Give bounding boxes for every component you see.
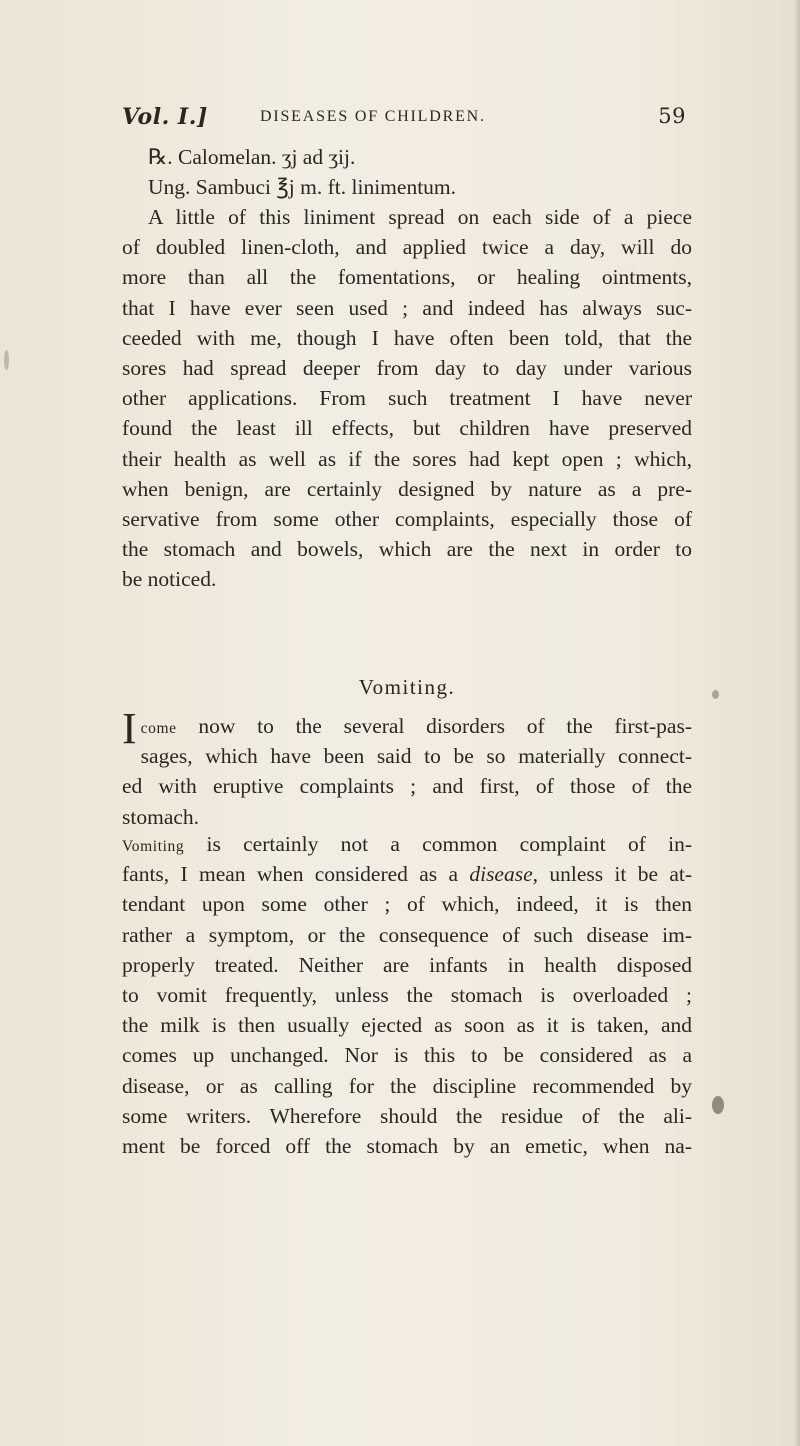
- text-line: the milk is then usually ejected as soon as it is taken, and: [122, 1013, 692, 1038]
- ink-blot: [4, 350, 9, 370]
- text-line: more than all the fomentations, or healing ointments,: [122, 265, 692, 290]
- text-run: fants, I mean when considered as a: [122, 862, 459, 887]
- volume-label: Vol. I.]: [122, 104, 208, 130]
- text-line: sages, which have been said to be so materially connect-: [140, 744, 692, 769]
- text-line: the stomach and bowels, which are the next in order to: [122, 537, 692, 562]
- running-header: [122, 104, 688, 138]
- text-line: [122, 830, 692, 860]
- ink-blot: [712, 1096, 724, 1114]
- paragraph-vomiting: [122, 830, 692, 1162]
- text-line: other applications. From such treatment I have never: [122, 386, 692, 411]
- smallcaps-word: Vomiting: [122, 838, 185, 855]
- text-line: ed with eruptive complaints ; and first, of those of the: [122, 774, 692, 799]
- page-number: 59: [658, 104, 686, 128]
- drop-cap: I: [122, 704, 137, 753]
- text-run: is certainly not a common complaint of in-: [206, 832, 693, 856]
- smallcaps-word: come: [140, 720, 177, 737]
- text-line: that I have ever seen used ; and indeed has always suc-: [122, 295, 692, 320]
- text-run: unless it be at-: [549, 862, 692, 887]
- text-line: sores had spread deeper from day to day under various: [122, 355, 692, 380]
- text-line: comes up unchanged. Nor is this to be considered as a: [122, 1043, 692, 1068]
- text-run: now to the several disorders of the first-pas-: [198, 714, 692, 738]
- text-line: to vomit frequently, unless the stomach is overloaded ;: [122, 982, 692, 1007]
- text-line: stomach.: [122, 804, 200, 829]
- paragraph-liniment: [122, 203, 692, 595]
- text-line: A little of this liniment spread on each side of a piece: [148, 205, 692, 229]
- text-line: some writers. Wherefore should the residue of the ali-: [122, 1103, 692, 1128]
- text-line: be noticed.: [122, 567, 217, 592]
- text-line: disease, or as calling for the discipline recommended by: [122, 1073, 692, 1098]
- text-line: found the least ill effects, but children have preserved: [122, 416, 692, 441]
- text-line: ceeded with me, though I have often been told, that the: [122, 325, 692, 350]
- text-line: tendant upon some other ; of which, indeed, it is then: [122, 892, 692, 917]
- paragraph-intro: [122, 704, 692, 833]
- text-line: ment be forced off the stomach by an emetic, when na-: [122, 1133, 692, 1158]
- text-line: [122, 704, 692, 753]
- prescription-line-1: ℞. Calomelan. ʒj ad ʒij.: [148, 145, 356, 169]
- text-line: when benign, are certainly designed by nature as a pre-: [122, 476, 692, 501]
- text-line: their health as well as if the sores had kept open ; which,: [122, 446, 692, 471]
- prescription-line-2: Ung. Sambuci ℥j m. ft. linimentum.: [148, 175, 457, 199]
- text-line: servative from some other complaints, especially those of: [122, 506, 692, 531]
- ink-blot: [712, 690, 719, 699]
- text-line: of doubled linen-cloth, and applied twice a day, will do: [122, 235, 692, 260]
- italic-word: disease,: [469, 862, 539, 887]
- running-title: DISEASES OF CHILDREN.: [260, 108, 486, 125]
- text-line: properly treated. Neither are infants in health disposed: [122, 952, 692, 977]
- section-heading: Vomiting.: [358, 675, 456, 699]
- text-line: rather a symptom, or the consequence of such disease im-: [122, 922, 692, 947]
- text-line: [122, 860, 692, 890]
- page-edge-shadow: [794, 0, 800, 1446]
